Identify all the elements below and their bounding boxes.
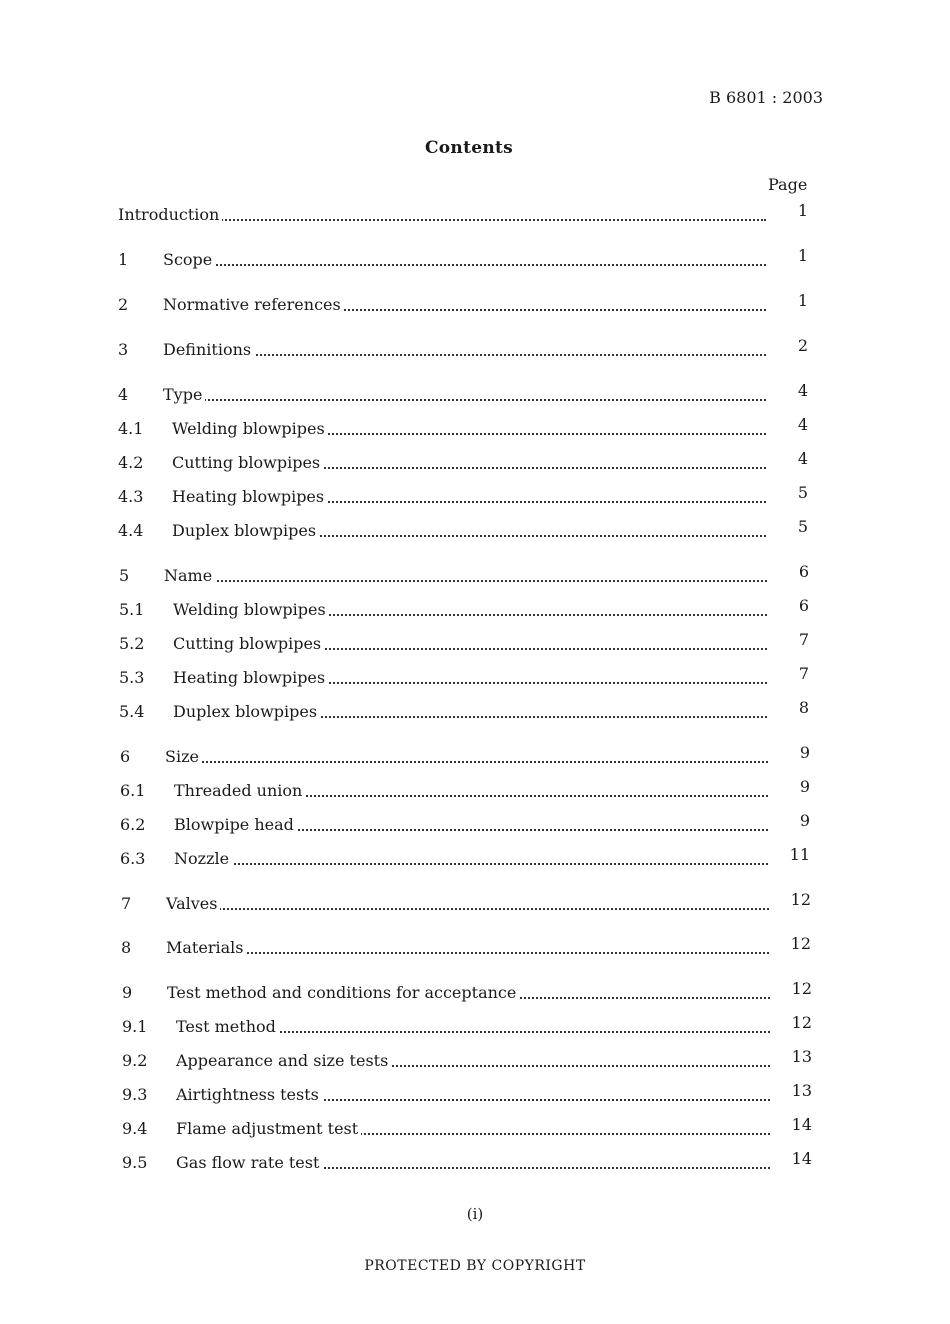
toc-entry[interactable] [118,248,808,272]
toc-entry[interactable] [122,1083,812,1107]
toc-entry[interactable] [118,485,808,509]
toc-entry-page: 1 [797,291,808,310]
toc-entry[interactable] [118,451,808,475]
toc-entry-number: 5 [119,566,130,585]
toc-entry[interactable] [118,383,808,407]
toc-entry-page: 7 [798,630,809,649]
toc-entry-page: 4 [797,449,808,468]
toc-entry-number: 6.2 [120,815,146,834]
toc-entry[interactable] [119,632,809,656]
toc-entry-title: Test method and conditions for acceptance [167,981,519,1005]
toc-entry-title: Blowpipe head [174,813,297,837]
document-id: B 6801 : 2003 [709,88,823,107]
toc-entry-page: 4 [797,381,808,400]
toc-entry-page: 9 [799,811,810,830]
toc-entry-page: 12 [791,979,812,998]
toc-entry[interactable] [120,779,810,803]
toc-entry-number: 2 [118,295,129,314]
copyright-notice: PROTECTED BY COPYRIGHT [364,1258,586,1274]
page-column-label: Page [768,175,808,194]
toc-leader-dots [164,580,767,582]
toc-entry-page: 12 [790,890,811,909]
toc-entry[interactable] [118,203,808,227]
toc-entry-title: Cutting blowpipes [173,632,324,656]
toc-entry-title: Duplex blowpipes [172,519,319,543]
toc-entry-title: Size [165,745,202,769]
toc-entry[interactable] [122,1151,812,1175]
toc-entry-title: Cutting blowpipes [172,451,323,475]
toc-entry-page: 14 [791,1115,812,1134]
toc-entry-number: 6 [120,747,131,766]
toc-entry-number: 5.2 [119,634,145,653]
toc-entry[interactable] [118,519,808,543]
toc-entry-page: 4 [797,415,808,434]
toc-entry-page: 5 [797,517,808,536]
toc-entry-number: 9.4 [122,1119,148,1138]
toc-entry-page: 13 [791,1081,812,1100]
toc-entry-number: 6.3 [120,849,146,868]
toc-entry-number: 5.3 [119,668,145,687]
footer-page-number: (i) [466,1205,484,1223]
toc-entry-title: Flame adjustment test [176,1117,361,1141]
toc-entry-title: Normative references [163,293,344,317]
toc-entry-title: Threaded union [174,779,305,803]
toc-entry[interactable] [120,847,810,871]
toc-entry-number: 9.3 [122,1085,148,1104]
toc-entry-title: Welding blowpipes [172,417,328,441]
toc-entry-title: Airtightness tests [176,1083,322,1107]
toc-entry[interactable] [119,666,809,690]
toc-entry[interactable] [119,598,809,622]
toc-entry-title: Introduction [118,203,222,227]
toc-entry-title: Gas flow rate test [176,1151,322,1175]
toc-entry-page: 1 [797,201,808,220]
toc-entry-page: 1 [797,246,808,265]
toc-entry-number: 8 [121,938,132,957]
toc-entry[interactable] [122,1015,812,1039]
toc-entry-title: Type [163,383,205,407]
toc-entry-page: 12 [790,934,811,953]
toc-entry-number: 6.1 [120,781,146,800]
toc-entry[interactable] [121,892,811,916]
toc-entry-page: 7 [798,664,809,683]
toc-entry[interactable] [122,1117,812,1141]
toc-entry-number: 9.1 [122,1017,148,1036]
toc-entry-page: 13 [791,1047,812,1066]
toc-entry-page: 8 [798,698,809,717]
toc-entry[interactable] [122,1049,812,1073]
toc-entry-page: 5 [797,483,808,502]
toc-entry[interactable] [122,981,812,1005]
toc-entry-title: Nozzle [174,847,232,871]
toc-entry-title: Welding blowpipes [173,598,329,622]
toc-entry[interactable] [120,745,810,769]
toc-entry-number: 9 [122,983,133,1002]
toc-entry-page: 6 [798,596,809,615]
toc-entry-page: 9 [799,777,810,796]
toc-entry-number: 1 [118,250,129,269]
page-title: Contents [424,138,514,158]
toc-entry[interactable] [119,564,809,588]
toc-entry-page: 11 [789,845,810,864]
toc-entry-page: 12 [791,1013,812,1032]
toc-entry-number: 4.2 [118,453,144,472]
toc-entry-title: Appearance and size tests [176,1049,391,1073]
toc-entry[interactable] [121,936,811,960]
toc-entry-title: Test method [176,1015,279,1039]
toc-entry-title: Definitions [163,338,254,362]
toc-entry-page: 14 [791,1149,812,1168]
toc-entry-number: 4.3 [118,487,144,506]
toc-entry-title: Name [164,564,215,588]
toc-leader-dots [166,908,769,910]
toc-entry[interactable] [118,293,808,317]
toc-entry-number: 9.5 [122,1153,148,1172]
toc-leader-dots [166,952,769,954]
toc-entry-number: 5.4 [119,702,145,721]
toc-entry-page: 2 [797,336,808,355]
toc-entry-number: 4.1 [118,419,144,438]
toc-entry-title: Heating blowpipes [173,666,328,690]
toc-entry-page: 6 [798,562,809,581]
toc-entry-number: 3 [118,340,129,359]
toc-entry-page: 9 [799,743,810,762]
toc-entry-title: Scope [163,248,215,272]
toc-entry-title: Duplex blowpipes [173,700,320,724]
toc-entry[interactable] [118,338,808,362]
toc-entry-title: Materials [166,936,246,960]
toc-entry[interactable] [119,700,809,724]
toc-entry-number: 4 [118,385,129,404]
toc-entry[interactable] [120,813,810,837]
toc-entry-title: Heating blowpipes [172,485,327,509]
toc-entry-number: 4.4 [118,521,144,540]
toc-entry-title: Valves [166,892,220,916]
toc-entry-number: 9.2 [122,1051,148,1070]
toc-leader-dots [163,399,766,401]
toc-entry-number: 7 [121,894,132,913]
toc-leader-dots [165,761,768,763]
toc-leader-dots [174,863,768,865]
toc-entry-number: 5.1 [119,600,145,619]
toc-entry[interactable] [118,417,808,441]
toc-leader-dots [163,264,766,266]
